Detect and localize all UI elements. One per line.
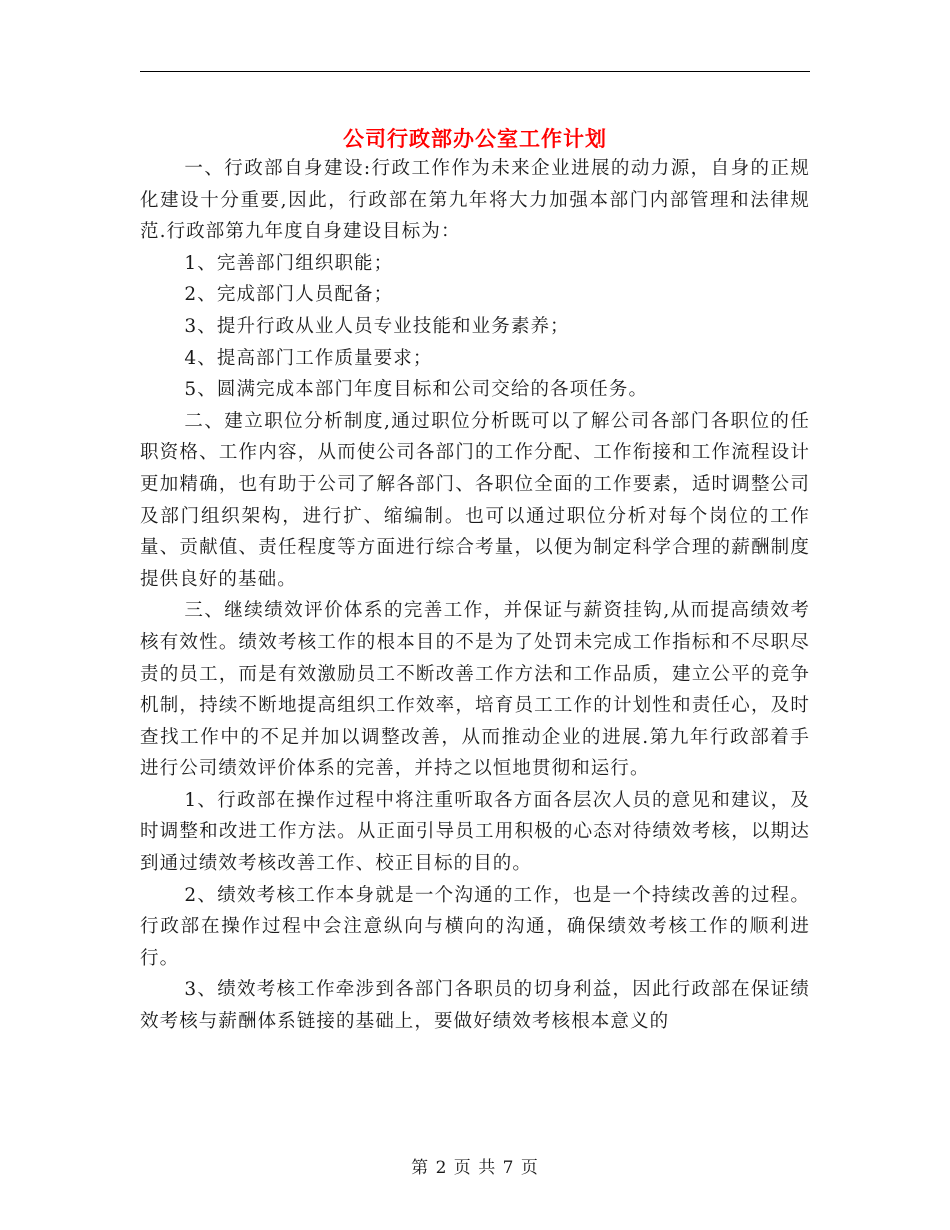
list-item-goal-5: 5、圆满完成本部门年度目标和公司交给的各项任务。 xyxy=(184,379,649,401)
paragraph-item-2: 2、绩效考核工作本身就是一个沟通的工作，也是一个持续改善的过程。行政部在操作过程中会注意纵向与横向的沟通，确保绩效考核工作的顺利进行。 xyxy=(140,884,810,969)
list-item-goal-2: 2、完成部门人员配备； xyxy=(184,284,394,306)
paragraph-section-1: 一、行政部自身建设:行政工作作为未来企业进展的动力源，自身的正规化建设十分重要,因此，行政部在第九年将大力加强本部门内部管理和法律规范.行政部第九年度自身建设目标为： xyxy=(140,158,810,243)
paragraph-section-3: 三、继续绩效评价体系的完善工作，并保证与薪资挂钩,从而提高绩效考核有效性。绩效考核工作的根本目的不是为了处罚未完成工作指标和不尽职尽责的员工，而是有效激励员工不断改善工作方法和工作品质，建立公平的竞争机制，持续不断地提高组织工作效率，培育员工工作的计划性和责任心，及时查找工作中的不足并加以调整改善，从而推动企业的进展.第九年行政部着手进行公司绩效评价体系的完善，并持之以恒地贯彻和运行。 xyxy=(140,600,810,780)
paragraph-section-2: 二、建立职位分析制度,通过职位分析既可以了解公司各部门各职位的任职资格、工作内容，从而使公司各部门的工作分配、工作衔接和工作流程设计更加精确，也有助于公司了解各部门、各职位全面的工作要素，适时调整公司及部门组织架构，进行扩、缩编制。也可以通过职位分析对每个岗位的工作量、贡献值、责任程度等方面进行综合考量，以便为制定科学合理的薪酬制度提供良好的基础。 xyxy=(140,410,810,590)
document-title: 公司行政部办公室工作计划 xyxy=(343,126,607,152)
header-rule xyxy=(140,71,810,72)
list-item-goal-4: 4、提高部门工作质量要求； xyxy=(184,347,433,369)
page-number: 第 2 页 共 7 页 xyxy=(411,1158,539,1178)
paragraph-item-3: 3、绩效考核工作牵涉到各部门各职员的切身利益，因此行政部在保证绩效考核与薪酬体系链接的基础上，要做好绩效考核根本意义的 xyxy=(140,979,810,1033)
document-body xyxy=(140,153,810,1038)
list-item-goal-3: 3、提升行政从业人员专业技能和业务素养； xyxy=(184,315,570,337)
paragraph-item-1: 1、行政部在操作过程中将注重听取各方面各层次人员的意见和建议，及时调整和改进工作方法。从正面引导员工用积极的心态对待绩效考核，以期达到通过绩效考核改善工作、校正目标的目的。 xyxy=(140,789,810,875)
list-item-goal-1: 1、完善部门组织职能； xyxy=(184,252,394,274)
